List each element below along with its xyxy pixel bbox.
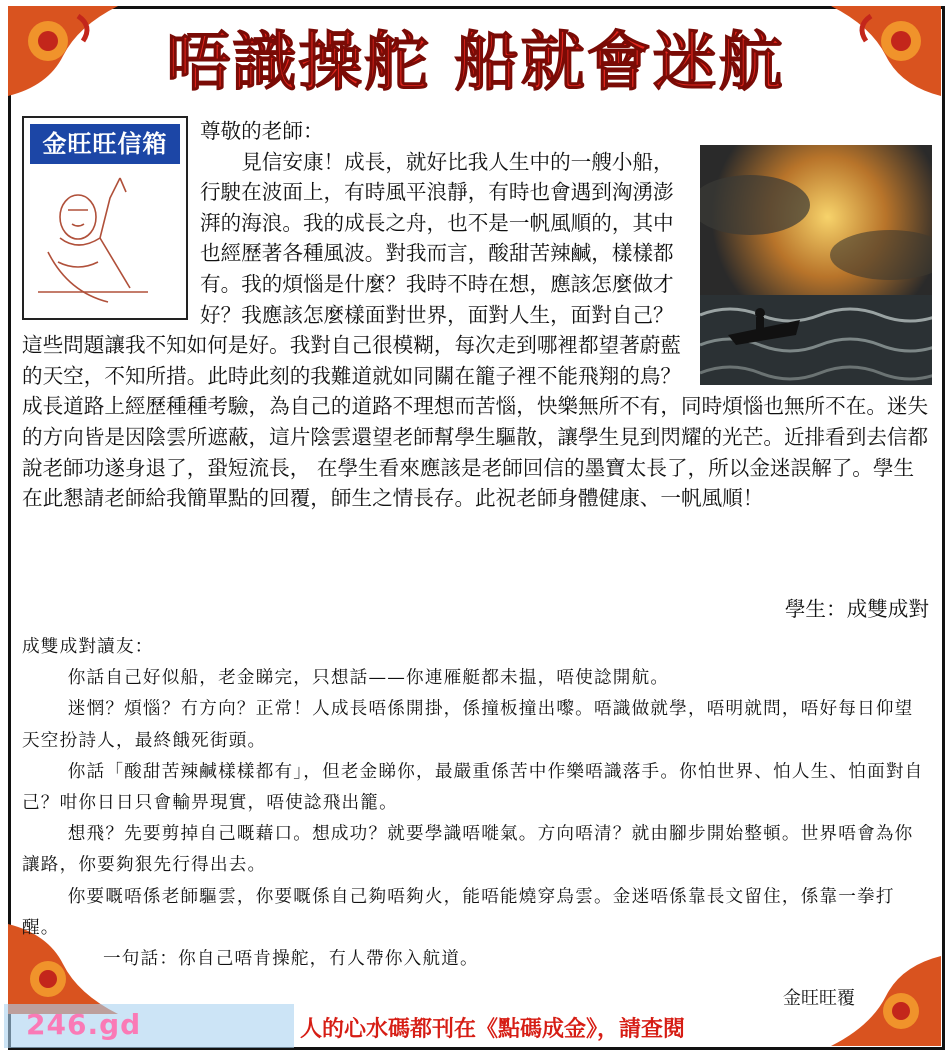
headline: 唔識操舵 船就會迷航 bbox=[166, 26, 785, 100]
footer-note: 人的心水碼都刊在《點碼成金》，請查閱 bbox=[300, 1016, 686, 1042]
reply-paragraph: 迷惘？煩惱？冇方向？正常！人成長唔係開掛，係撞板撞出嚟。唔識做就學，唔明就問，唔好每日仰望天空扮詩人，最終餓死街頭。 bbox=[22, 699, 914, 751]
reader-letter bbox=[22, 116, 934, 514]
column-tag: 金旺旺信箱 bbox=[30, 124, 180, 164]
reply-paragraph: 你話「酸甜苦辣鹹樣樣都有」，但老金睇你，最嚴重係苦中作樂唔識落手。你怕世界、怕人生、怕面對自己？咁你日日只會輸畀現實，唔使諗飛出籠。 bbox=[22, 761, 924, 814]
reply-paragraph: 你話自己好似船，老金睇完，只想話——你連雁艇都未揾，唔使諗開航。 bbox=[67, 668, 670, 689]
reply-salutation: 成雙成對讀友： bbox=[22, 637, 154, 657]
reply-paragraph: 你要嘅唔係老師驅雲，你要嘅係自己夠唔夠火，能唔能燒穿烏雲。金迷唔係靠長文留住，係靠一拳打醒。 bbox=[22, 886, 895, 938]
reply-signature: 金旺旺覆 bbox=[783, 988, 855, 1009]
reply-motto: 一句話：你自己唔肯操舵，冇人帶你入航道。 bbox=[102, 949, 479, 970]
reply-paragraph: 想飛？先要剪掉自己嘅藉口。想成功？就要學識唔嘥氣。方向唔清？就由腳步開始整頓。世界唔會為你讓路，你要夠狠先行得出去。 bbox=[22, 824, 914, 876]
letter-body: 見信安康！成長，就好比我人生中的一艘小船，行駛在波面上，有時風平浪靜，有時也會遇到洶湧澎湃的海浪。我的成長之舟，也不是一帆風順的，其中也經歷著各種風波。對我而言，酸甜苦辣鹹，樣樣都有。我的煩惱是什麼？我時不時在想，應該怎麼做才好？我應該怎麼樣面對世界，面對人生，面對自己？這些問題讓我不知如何是好。我對自己很模糊，每次走到哪裡都望著蔚藍的天空，不知所措。此時此刻的我難道就如同關在籠子裡不能飛翔的鳥？成長道路上經歷種種考驗，為自己的道路不理想而苦惱，快樂無所不有，同時煩惱也無所不在。迷失的方向皆是因陰雲所遮蔽，這片陰雲還望老師幫學生驅散，讓學生見到閃耀的光芒。近排看到去信都說老師功遂身退了，蛩短流長， 在學生看來應該是老師回信的墨寶太長了，所以金迷誤解了。學生在此懇請老師給我簡單點的回覆，師生之情長存。此祝老師身體健康、一帆風順！ bbox=[22, 149, 929, 511]
footer bbox=[0, 1004, 951, 1048]
letter-greeting: 尊敬的老師： bbox=[200, 119, 324, 143]
corner-ornament-top-left bbox=[8, 6, 118, 96]
watermark-text: 246.gd bbox=[26, 1008, 142, 1041]
corner-ornament-top-right bbox=[831, 6, 941, 96]
columnist-reply bbox=[22, 632, 927, 975]
letter-signature: 學生：成雙成對 bbox=[784, 597, 929, 621]
